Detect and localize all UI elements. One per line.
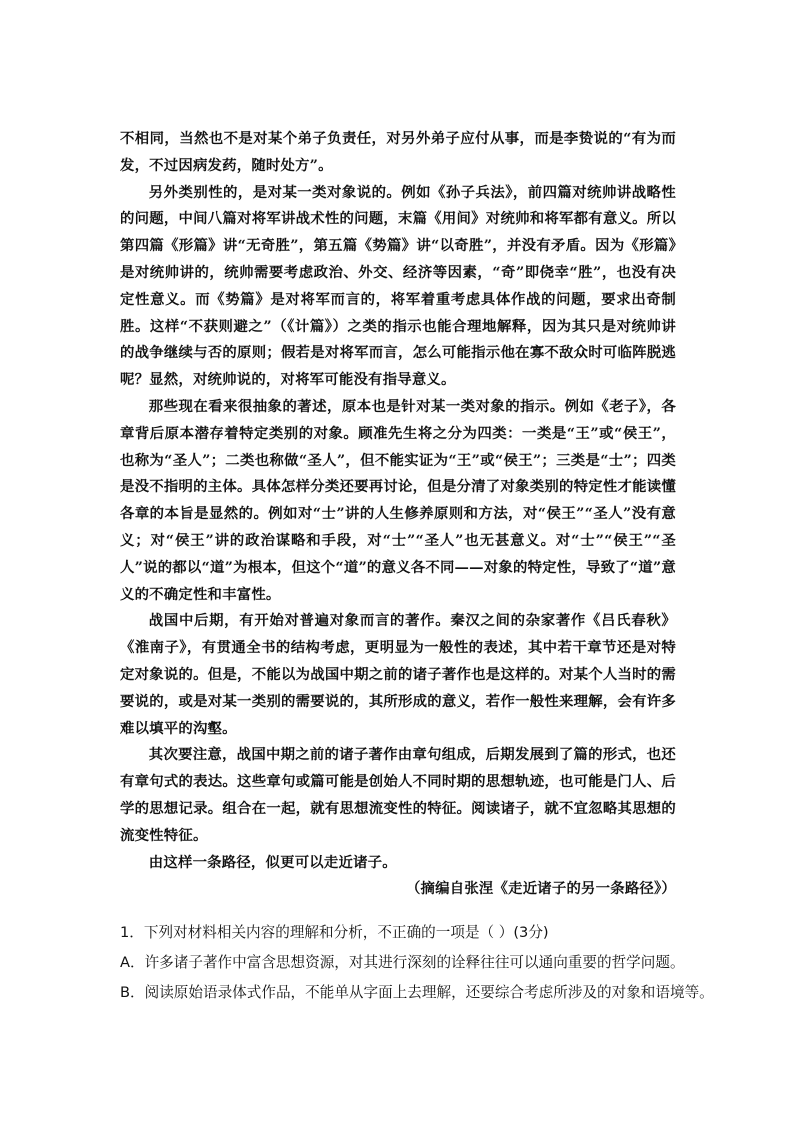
question-1-option-a: A．许多诸子著作中富含思想资源，对其进行深刻的诠释往往可以通向重要的哲学问题。	[120, 954, 685, 971]
paragraph-1: 不相同，当然也不是对某个弟子负责任，对另外弟子应付从事，而是李贽说的“有为而发，不过因病发药，随时处方”。	[120, 130, 676, 174]
question-section	[120, 918, 714, 1008]
question-1-stem: 1．下列对材料相关内容的理解和分析，不正确的一项是（ ）(3分)	[120, 924, 549, 941]
paragraph-6: 由这样一条路径，似更可以走近诸子。	[148, 853, 397, 871]
reading-passage	[120, 126, 676, 903]
question-1-option-b: B．阅读原始语录体式作品，不能单从字面上去理解，还要综合考虑所涉及的对象和语境等。	[120, 984, 714, 1001]
paragraph-5: 其次要注意，战国中期之前的诸子著作由章句组成，后期发展到了篇的形式，也还有章句式的表达。这些章句或篇可能是创始人不同时期的思想轨迹，也可能是门人、后学的思想记录。组合在一起，就有思想流变性的特征。阅读诸子，就不宜忽略其思想的流变性特征。	[120, 746, 676, 844]
paragraph-4: 战国中后期，有开始对普遍对象而言的著作。秦汉之间的杂家著作《吕氏春秋》《淮南子》，有贯通全书的结构考虑，更明显为一般性的表述，其中若干章节还是对特定对象说的。但是，不能以为战国中期之前的诸子著作也是这样的。对某个人当时的需要说的，或是对某一类别的需要说的，其所形成的意义，若作一般性来理解，会有许多难以填平的沟壑。	[120, 612, 676, 737]
paragraph-2: 另外类别性的，是对某一类对象说的。例如《孙子兵法》，前四篇对统帅讲战略性的问题，中间八篇对将军讲战术性的问题，末篇《用间》对统帅和将军都有意义。所以第四篇《形篇》讲“无奇胜”，第五篇《势篇》讲“以奇胜”，并没有矛盾。因为《形篇》是对统帅讲的，统帅需要考虑政治、外交、经济等因素，“奇”即侥幸“胜”，也没有决定性意义。而《势篇》是对将军而言的，将军着重考虑具体作战的问题，要求出奇制胜。这样“不获则避之”（《计篇》）之类的指示也能合理地解释，因为其只是对统帅讲的战争继续与否的原则；假若是对将军而言，怎么可能指示他在寡不敌众时可临阵脱逃呢？显然，对统帅说的，对将军可能没有指导意义。	[120, 183, 676, 389]
paragraph-3: 那些现在看来很抽象的著述，原本也是针对某一类对象的指示。例如《老子》，各章背后原本潜存着特定类别的对象。顾准先生将之分为四类：一类是“王”或“侯王”，也称为“圣人”；二类也称做“圣人”，但不能实证为“王”或“侯王”；三类是“士”；四类是没不指明的主体。具体怎样分类还要再讨论，但是分清了对象类别的特定性才能读懂各章的本旨是显然的。例如对“士”讲的人生修养原则和方法，对“侯王”“圣人”没有意义；对“侯王”讲的政治谋略和手段，对“士”“圣人”也无甚意义。对“士”“侯王”“圣人”说的都以“道”为根本，但这个“道”的意义各不同——对象的特定性，导致了“道”意义的不确定性和丰富性。	[120, 397, 676, 603]
source-citation: （摘编自张涅《走近诸子的另一条路径》）	[405, 880, 676, 898]
